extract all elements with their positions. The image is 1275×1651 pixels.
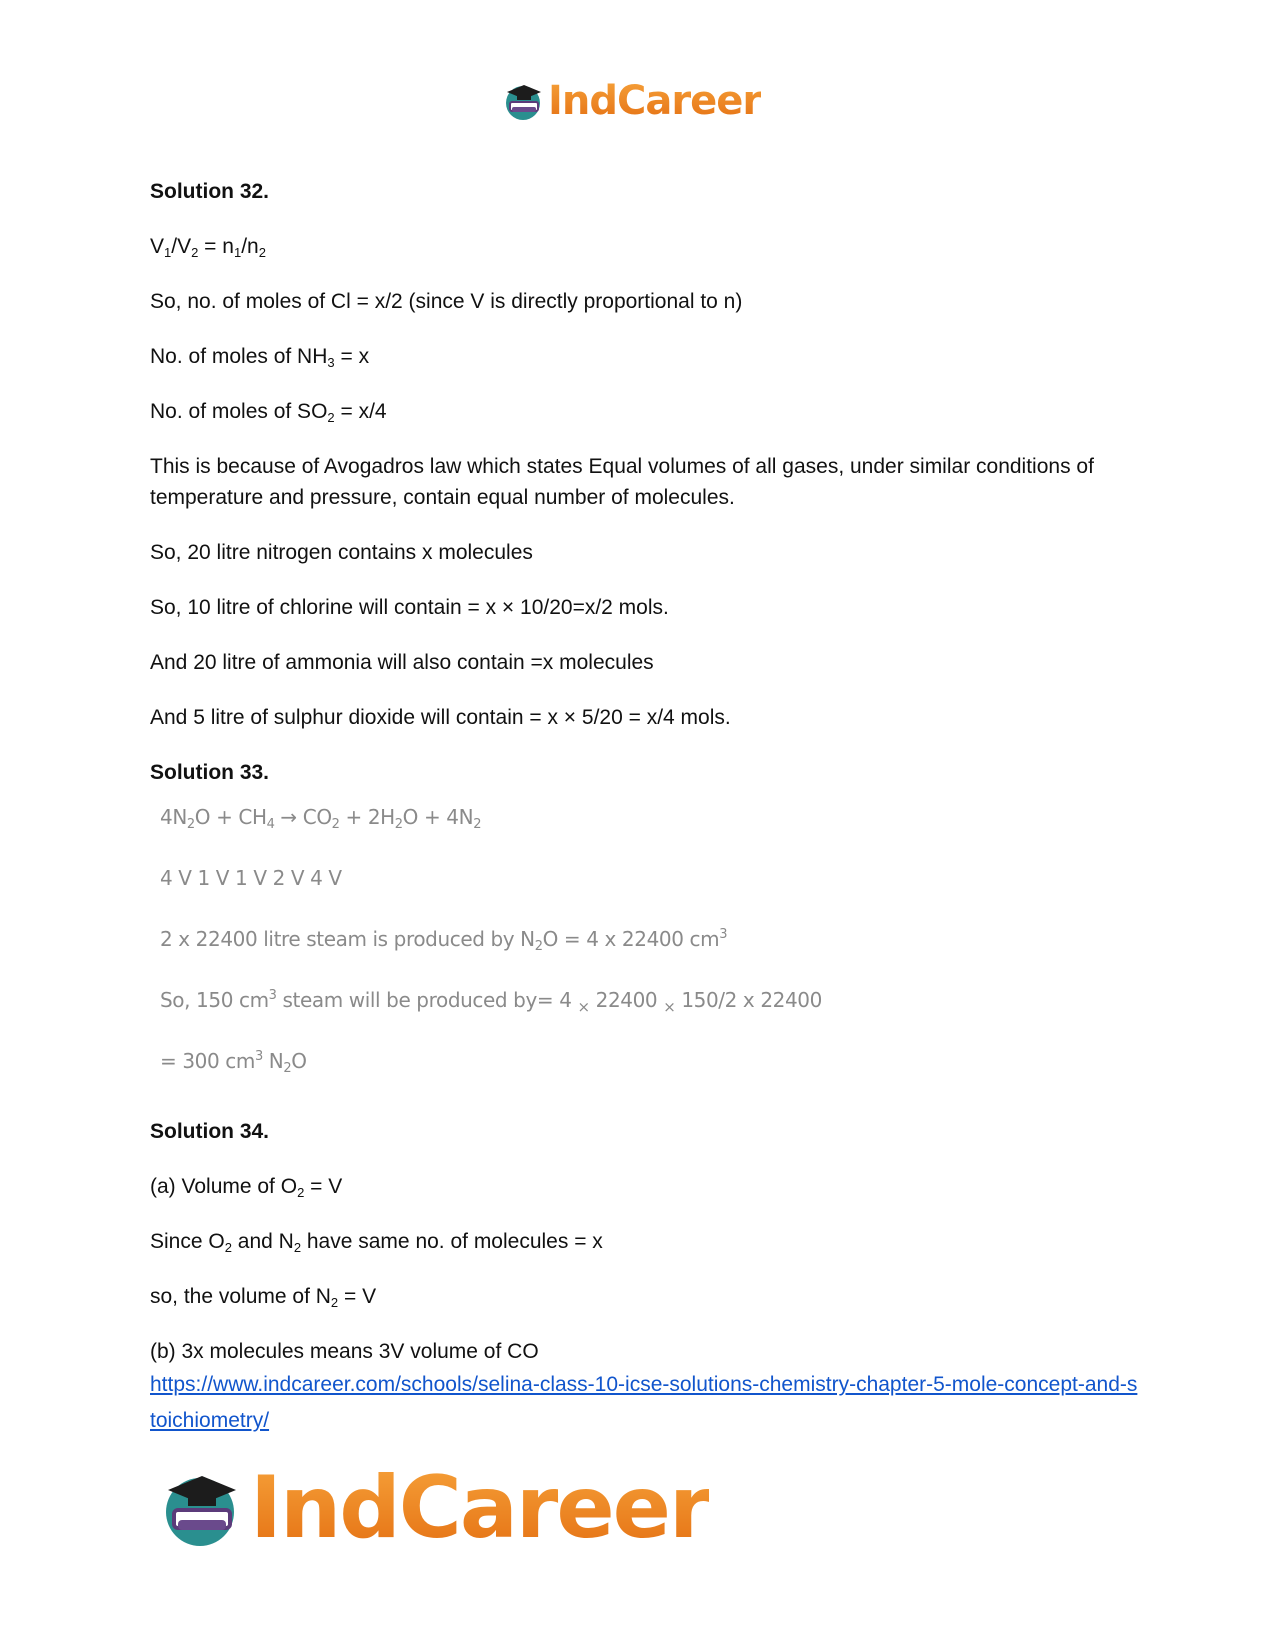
same-molecules-line: Since $O_2$ and $N_2$ have same no. of molecules = x <box>150 1230 603 1255</box>
nitrogen-line: So, 20 litre nitrogen contains x molecules <box>150 541 533 564</box>
steam-150-line: So, 150 $cm^3$ steam will be produced by= 4 $_\times$ 22400 $_\times$ 150/2 x 22400 <box>160 988 822 1016</box>
volume-ratio-formula: $V_1/V_2 = n_1/n_2$ <box>150 235 266 260</box>
graduation-cap-book-icon <box>160 1467 244 1549</box>
sulphur-dioxide-line: And 5 litre of sulphur dioxide will contain = x × 5/20 = x/4 mols. <box>150 706 731 729</box>
graduation-cap-book-icon <box>503 81 545 121</box>
logo-wordmark: IndCareer <box>548 78 762 124</box>
avogadro-explanation: This is because of Avogadros law which states Equal volumes of all gases, under similar conditions of temperature and pressure, contain equal number of molecules. <box>150 455 1094 509</box>
solution-33-heading: Solution 33. <box>150 761 270 784</box>
solution-34-heading: Solution 34. <box>150 1120 270 1143</box>
moles-nh3-line: No. of moles of $NH_3 = x$ <box>150 345 370 370</box>
volume-n2-line: so, the volume of $N_2 = V$ <box>150 1285 377 1310</box>
result-line: = 300 $cm^3$ $N_2O$ <box>160 1049 307 1076</box>
chlorine-line: So, 10 litre of chlorine will contain = x × 10/20=x/2 mols. <box>150 596 669 619</box>
source-link[interactable]: https://www.indcareer.com/schools/selina-class-10-icse-solutions-chemistry-chapter-5-mole-concept-and-stoichiometry/ <box>150 1373 1138 1432</box>
solution-32-heading: Solution 32. <box>150 180 270 203</box>
volume-ratios: 4 V 1 V 1 V 2 V 4 V <box>160 866 342 890</box>
steam-production-line: 2 x 22400 litre steam is produced by $N_2O = 4$ x 22400 $cm^3$ <box>160 927 728 954</box>
moles-cl-line: So, no. of moles of Cl = x/2 (since V is directly proportional to n) <box>150 290 743 313</box>
ammonia-line: And 20 litre of ammonia will also contain =x molecules <box>150 651 654 674</box>
logo-wordmark: IndCareer <box>250 1458 710 1558</box>
indcareer-logo-top <box>503 78 761 124</box>
reaction-equation: $4N_2O + CH_4 \to CO_2 + 2H_2O + 4N_2$ <box>160 805 482 832</box>
solution-33-image <box>160 802 1140 1086</box>
moles-so2-line: No. of moles of $SO_2 = x/4$ <box>150 400 387 425</box>
volume-o2-line: (a) Volume of $O_2 = V$ <box>150 1175 343 1200</box>
source-link-paragraph <box>150 1367 1140 1439</box>
co-volume-line: (b) 3x molecules means 3V volume of CO <box>150 1340 539 1363</box>
document-body <box>150 176 1140 1439</box>
indcareer-logo-bottom <box>160 1458 709 1558</box>
